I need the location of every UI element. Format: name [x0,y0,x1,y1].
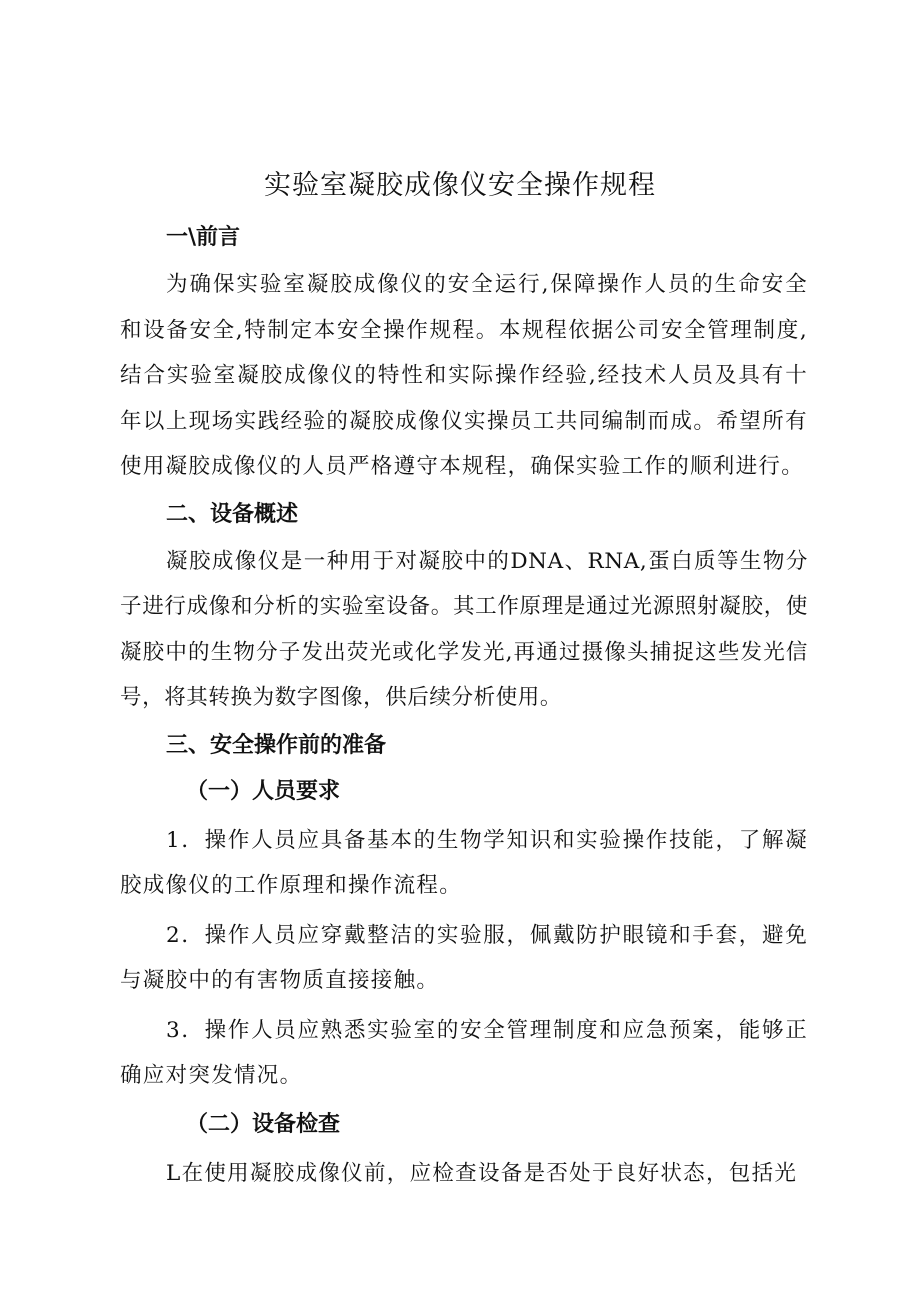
document-body [120,216,808,1200]
preface-paragraph: 为确保实验室凝胶成像仪的安全运行,保障操作人员的生命安全和设备安全,特制定本安全操作规程。本规程依据公司安全管理制度,结合实验室凝胶成像仪的特性和实际操作经验,经技术人员及具有十年以上现场实践经验的凝胶成像仪实操员工共同编制而成。希望所有使用凝胶成像仪的人员严格遵守本规程，确保实验工作的顺利进行。 [120,272,808,479]
subsection-heading-personnel: （一）人员要求 [186,778,341,804]
subsection-heading-equipment: （二）设备检查 [186,1111,341,1137]
section-heading-preface: 一\前言 [166,225,241,250]
personnel-item: 2．操作人员应穿戴整洁的实验服，佩戴防护眼镜和手套，避免与凝胶中的有害物质直接接触。 [120,922,808,993]
document-title: 实验室凝胶成像仪安全操作规程 [264,170,656,201]
section-heading-overview: 二、设备概述 [166,501,299,527]
overview-paragraph: 凝胶成像仪是一种用于对凝胶中的DNA、RNA,蛋白质等生物分子进行成像和分析的实验室设备。其工作原理是通过光源照射凝胶，使凝胶中的生物分子发出荧光或化学发光,再通过摄像头捕捉这些发光信号，将其转换为数字图像，供后续分析使用。 [120,548,808,710]
section-heading-preparation: 三、安全操作前的准备 [166,732,387,758]
equipment-item: L在使用凝胶成像仪前，应检查设备是否处于良好状态，包括光 [166,1160,798,1186]
personnel-item: 3．操作人员应熟悉实验室的安全管理制度和应急预案，能够正确应对突发情况。 [120,1017,808,1088]
personnel-item: 1．操作人员应具备基本的生物学知识和实验操作技能，了解凝胶成像仪的工作原理和操作流程。 [120,827,808,898]
